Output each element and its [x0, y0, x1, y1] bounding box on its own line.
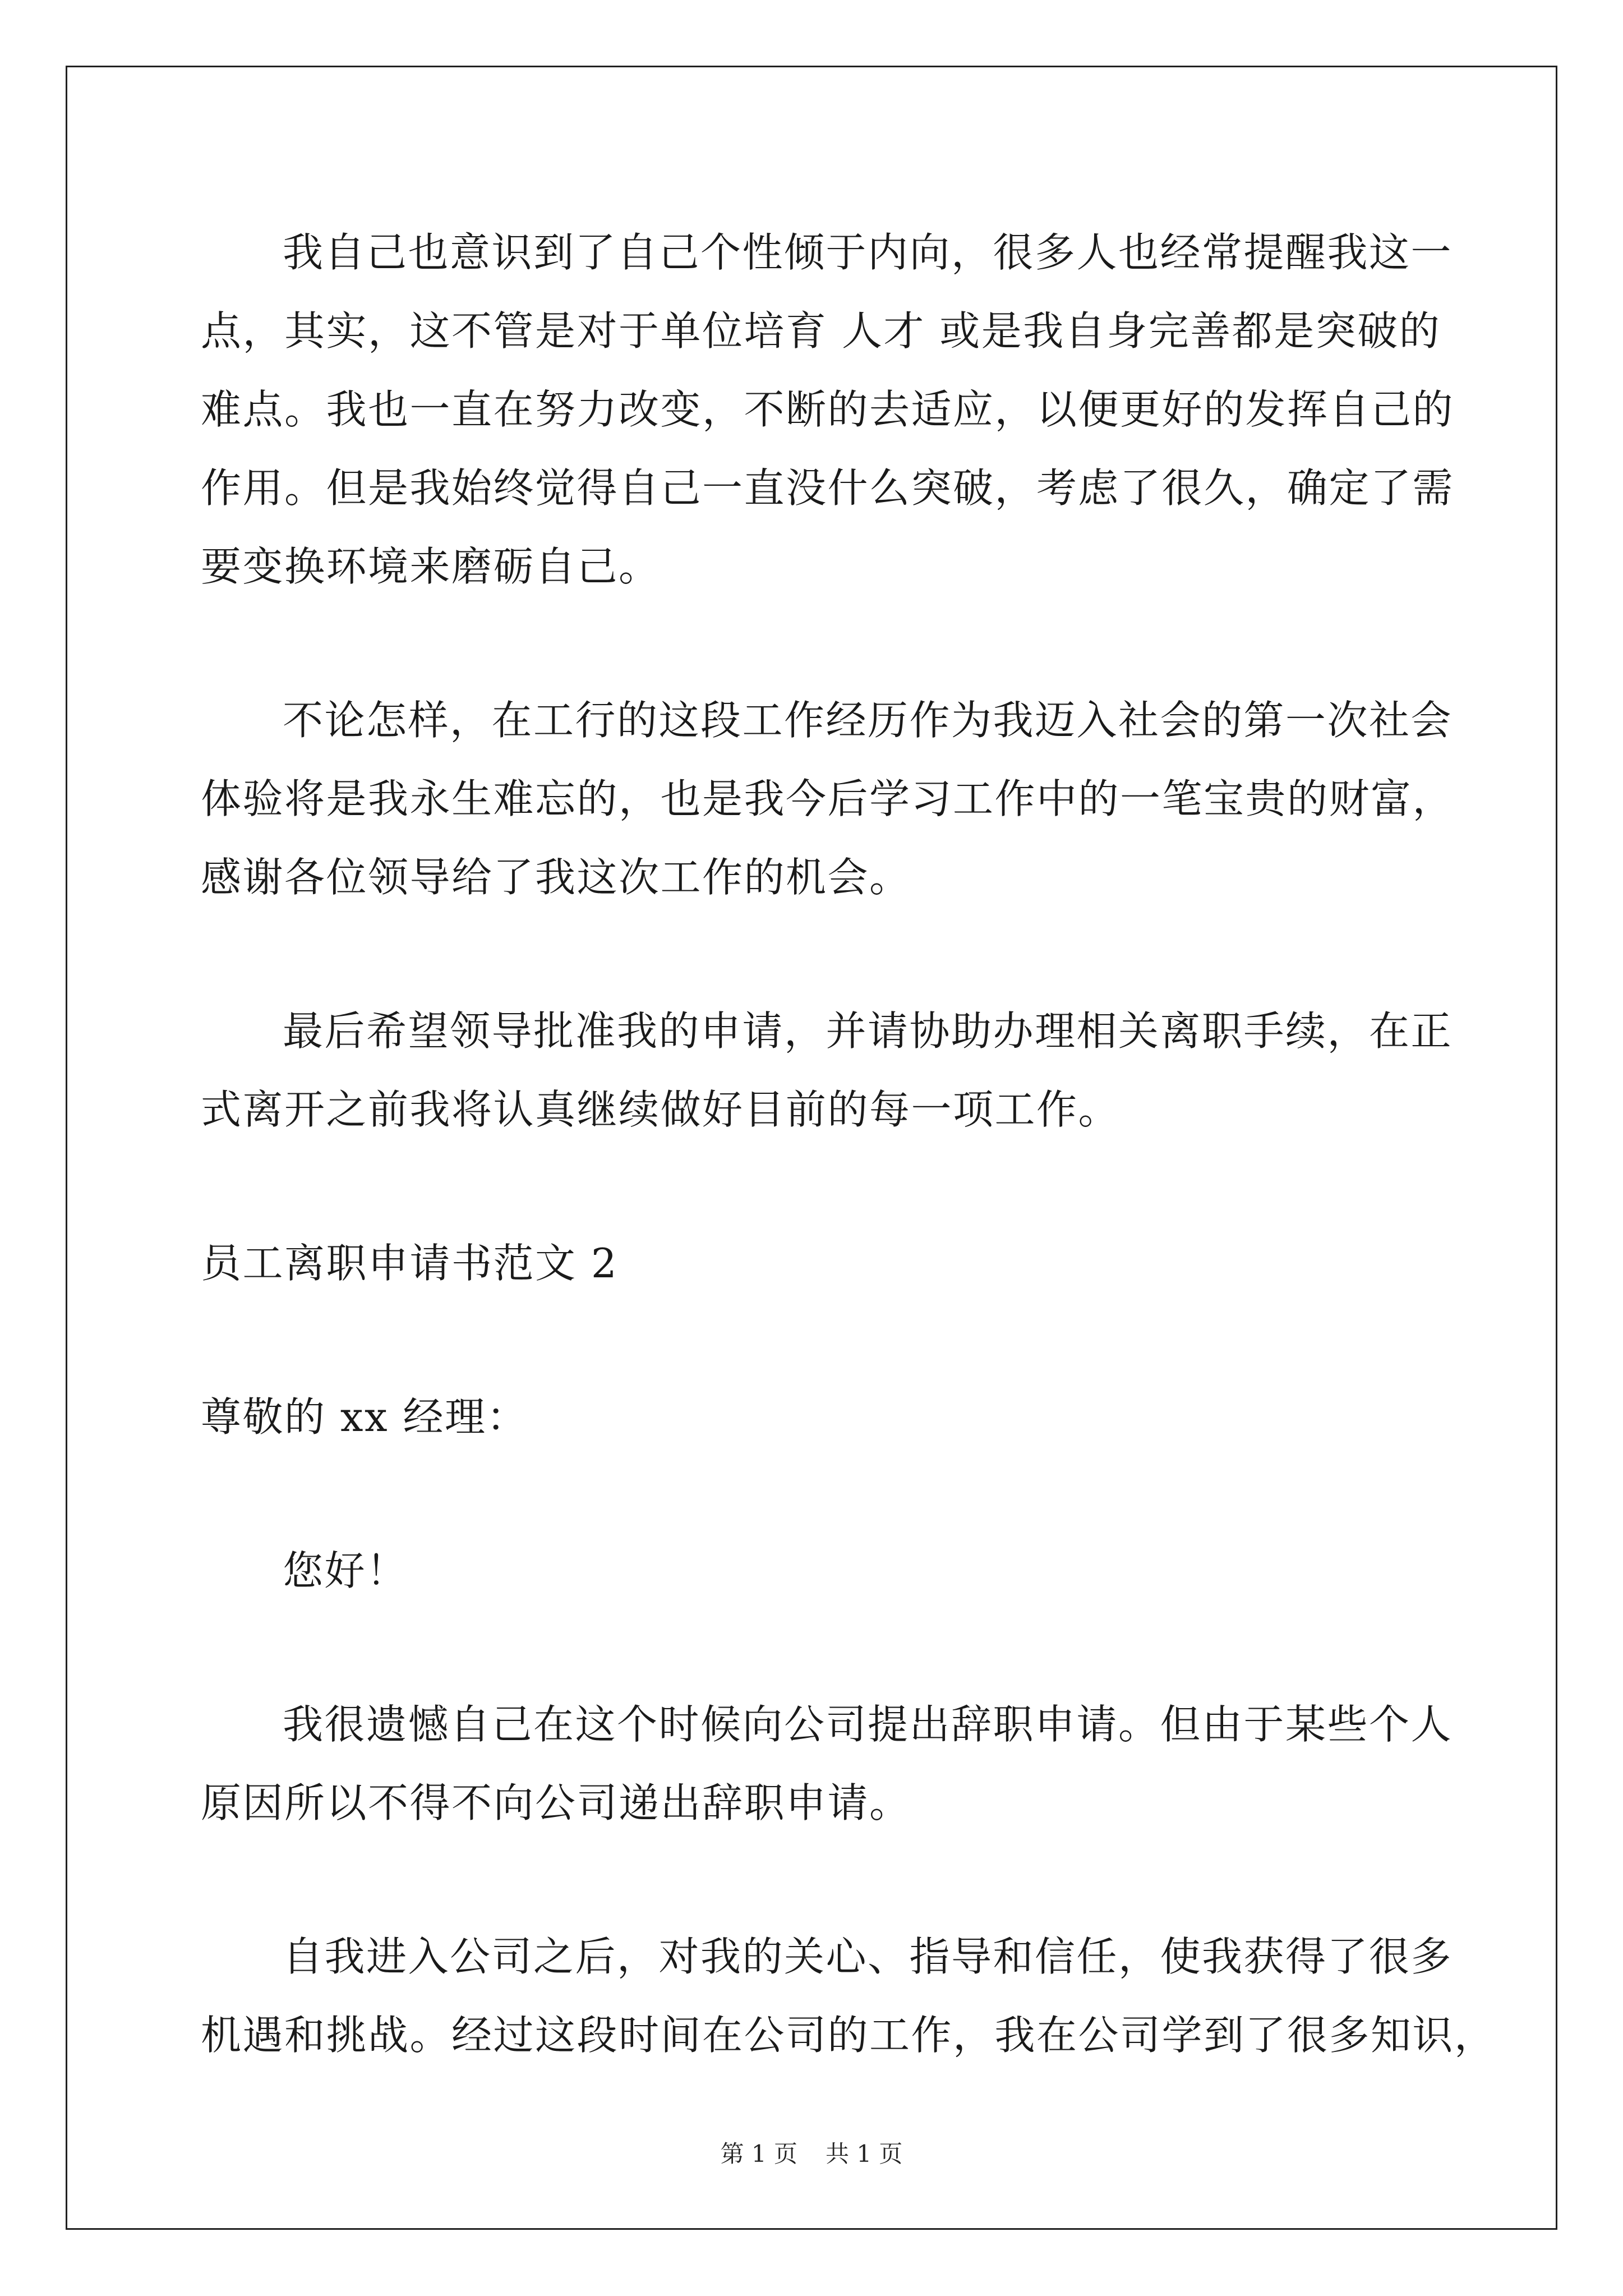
paragraph	[201, 213, 1455, 606]
page-number-total: 共 1 页	[826, 2140, 903, 2168]
paragraph	[201, 1685, 1453, 1842]
paragraph-gap	[201, 1610, 1429, 1685]
text-line: 最后希望领导批准我的申请，并请协助办理相关离职手续，在正	[283, 1007, 1453, 1055]
paragraph	[201, 681, 1455, 917]
page-number-current: 第 1 页	[720, 2140, 797, 2168]
text-line: 自我进入公司之后，对我的关心、指导和信任，使我获得了很多	[283, 1933, 1453, 1980]
text-line: 点，其实，这不管是对于单位培育 人才 或是我自身完善都是突破的	[201, 307, 1441, 355]
text-line: 难点。我也一直在努力改变，不断的去适应，以便更好的发挥自己的	[201, 386, 1455, 433]
text-line: 尊敬的 xx 经理：	[201, 1393, 528, 1441]
paragraph	[201, 1224, 1429, 1303]
paragraph	[201, 1378, 1429, 1456]
text-line: 您好！	[283, 1547, 408, 1594]
paragraph-gap	[201, 1842, 1429, 1917]
text-line: 不论怎样，在工行的这段工作经历作为我迈入社会的第一次社会	[283, 697, 1453, 744]
paragraph	[201, 1917, 1496, 2074]
document-body	[201, 213, 1496, 2074]
text-line: 要变换环境来磨砺自己。	[201, 543, 661, 590]
paragraph-gap	[201, 606, 1429, 681]
paragraph-gap	[201, 1149, 1429, 1224]
paragraph-gap	[201, 1303, 1429, 1378]
text-line: 我很遗憾自己在这个时候向公司提出辞职申请。但由于某些个人	[283, 1701, 1453, 1748]
paragraph-gap	[201, 917, 1429, 992]
text-line: 式离开之前我将认真继续做好目前的每一项工作。	[201, 1086, 1121, 1133]
paragraph	[201, 992, 1453, 1149]
page-footer	[0, 2140, 1623, 2168]
text-line: 作用。但是我始终觉得自己一直没什么突破，考虑了很久，确定了需	[201, 464, 1455, 512]
paragraph-gap	[201, 1456, 1429, 1531]
text-line: 体验将是我永生难忘的，也是我今后学习工作中的一笔宝贵的财富，	[201, 775, 1455, 822]
text-line: 员工离职申请书范文 2	[201, 1240, 619, 1287]
text-line: 原因所以不得不向公司递出辞职申请。	[201, 1779, 911, 1826]
paragraph	[201, 1531, 1429, 1610]
text-line: 机遇和挑战。经过这段时间在公司的工作，我在公司学到了很多知识，	[201, 2012, 1496, 2059]
text-line: 感谢各位领导给了我这次工作的机会。	[201, 854, 911, 901]
text-line: 我自己也意识到了自己个性倾于内向，很多人也经常提醒我这一	[283, 229, 1453, 276]
